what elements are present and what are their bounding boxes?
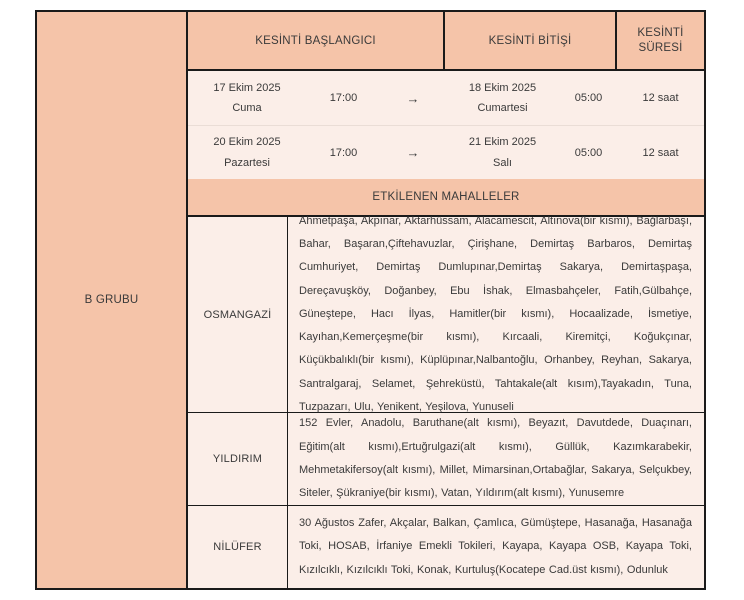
end-day: Salı — [493, 156, 512, 169]
neighborhood-text: 30 Ağustos Zafer, Akçalar, Balkan, Çamlıca, Gümüştepe, Hasanağa, Hasanağa Toki, HOSAB, İrfaniye Emekli Tokileri, Kayapa, Kayapa OSB, Kayapa Toki, Kızılcıklı, Kızılcıklı Toki, Konak, Kurtuluş(Kocatepe Cad.üst kısmı), Odunluk — [299, 517, 692, 576]
group-label: B GRUBU — [84, 294, 139, 306]
start-date: 20 Ekim 2025 — [213, 136, 281, 149]
start-time: 17:00 — [329, 92, 358, 104]
end-day: Cumartesi — [477, 102, 528, 114]
end-date: 21 Ekim 2025 — [468, 136, 537, 149]
end-time: 05:00 — [574, 92, 603, 104]
start-day: Pazartesi — [224, 156, 270, 169]
end-date-cell — [445, 71, 560, 125]
district-row — [188, 413, 704, 506]
duration-value: 12 saat — [642, 92, 679, 104]
start-date-cell — [188, 71, 306, 125]
schedule-row — [188, 71, 704, 125]
header-outage-end: KESİNTİ BİTİŞİ — [445, 12, 617, 69]
district-name: NİLÜFER — [188, 506, 288, 588]
district-row — [188, 214, 704, 414]
schedule-row — [188, 125, 704, 179]
arrow-right-icon: → — [406, 145, 420, 160]
district-neighborhood-list — [288, 413, 704, 505]
arrow-right-icon: → — [406, 90, 420, 106]
district-name: OSMANGAZİ — [188, 217, 288, 412]
table-header-row — [188, 12, 704, 71]
neighborhood-text: Ahmetpaşa, Akpınar, Aktarhüssam, Alacamescit, Altınova(bir kısmı), Bağlarbaşı, Bahar, Başaran,Çiftehavuzlar, Çirişhane, Demirtaş Barbaros, Demirtaş Cumhuriyet, Demirtaş Dumlupınar,Demirtaş Sakarya, Demirtaşpaşa, Dereçavuşköy, Doğanbey, Ebu İshak, Elmasbahçeler, Fatih,Gülbahçe, Güneştepe, Hacı İlyas, Hamitler(bir kısmı), Hocaalizade, İsmetiye, Kayıhan,Kemerçeşme(bir kısmı), Kırcaali, Kiremitçi, Koğukçınar, Küçükbalıklı(bir kısmı), Küplüpınar,Nalbantoğlu, Orhanbey, Reyhan, Sakarya, Santralgaraj, Selamet, Şehreküstü, Tahtakale(alt kısım),Tayakadın, Tuna, Tuzpazarı, Ulu, Yenikent, Yeşilova, Yunuseli — [299, 214, 692, 414]
start-time: 17:00 — [329, 146, 358, 159]
neighborhood-text: 152 Evler, Anadolu, Baruthane(alt kısmı), Beyazıt, Davutdede, Duaçınarı, Eğitim(alt kısmı),Ertuğrulgazi(alt kısmı), Güllük, Kazımkarabekir, Mehmetakifersoy(alt kısmı), Millet, Mimarsinan,Ortabağlar, Sakarya, Selçukbey, Siteler, Şükraniye(bir kısmı), Vatan, Yıldırım(alt kısmı), Yunusemre — [299, 417, 692, 500]
outage-schedule-table — [35, 10, 706, 590]
start-date-cell — [188, 126, 306, 179]
group-column — [37, 12, 188, 588]
start-date: 17 Ekim 2025 — [213, 81, 281, 94]
start-day: Cuma — [232, 102, 262, 114]
district-neighborhood-list — [288, 214, 704, 414]
duration-value: 12 saat — [642, 146, 679, 159]
end-date: 18 Ekim 2025 — [468, 81, 537, 94]
end-time: 05:00 — [574, 146, 603, 159]
header-outage-duration: KESİNTİ SÜRESİ — [637, 27, 684, 54]
district-row — [188, 506, 704, 588]
affected-neighborhoods-banner: ETKİLENEN MAHALLELER — [188, 179, 704, 217]
district-name: YILDIRIM — [188, 413, 288, 505]
end-date-cell — [445, 126, 560, 179]
header-outage-start: KESİNTİ BAŞLANGICI — [188, 12, 445, 69]
table-body-column — [188, 12, 704, 588]
district-neighborhood-list — [288, 506, 704, 588]
